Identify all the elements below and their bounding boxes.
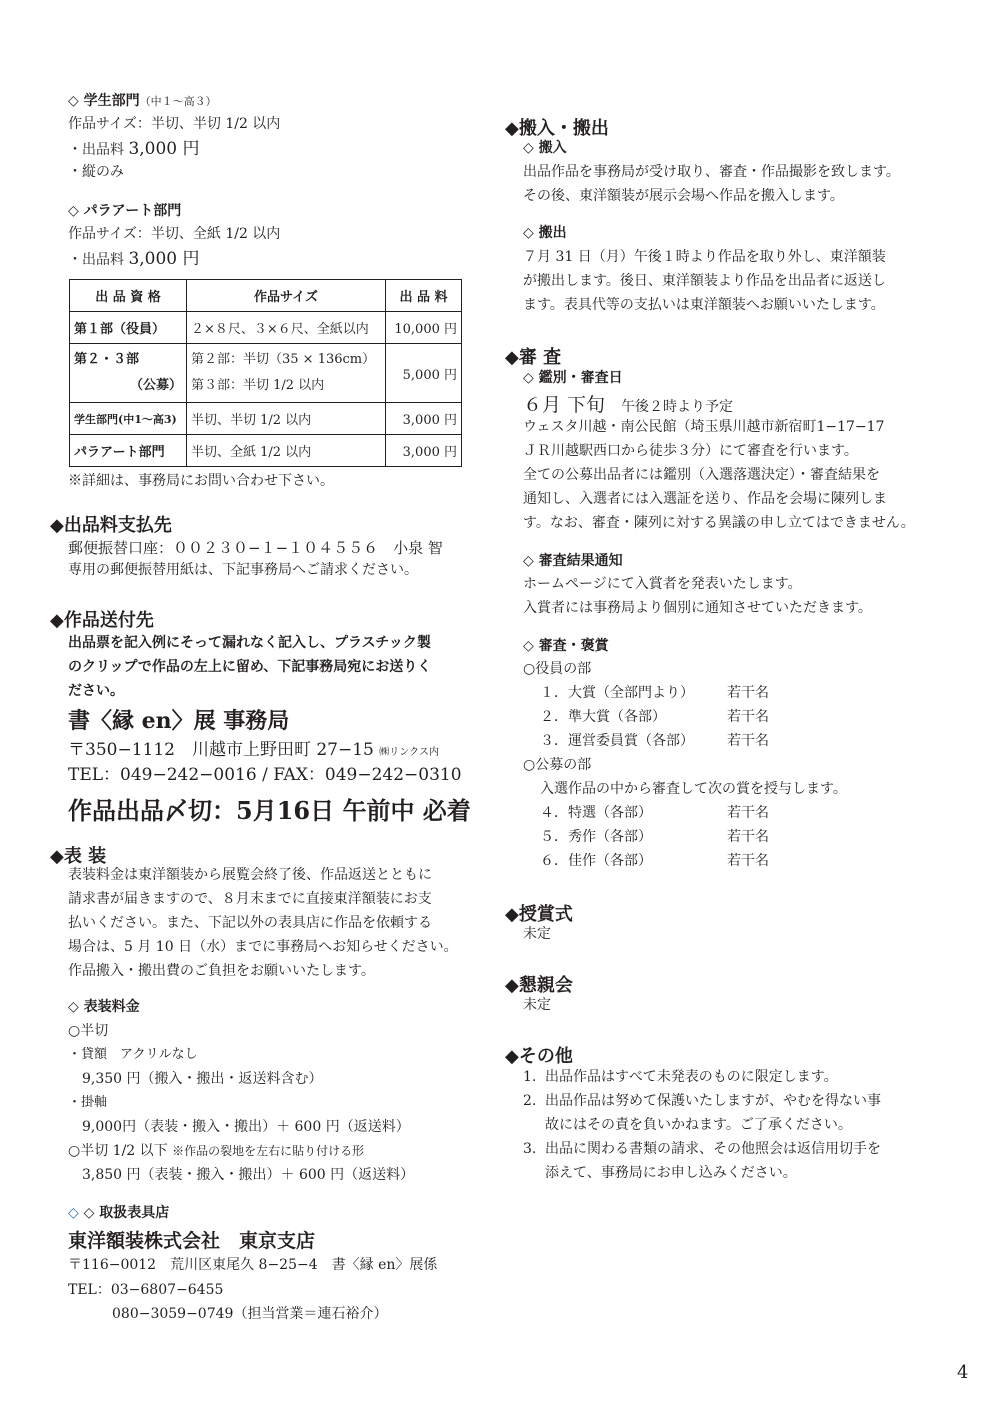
- student-fee-value: 3,000 円: [128, 139, 200, 159]
- payment-note: 専用の郵便振替用紙は、下記事務局へご請求ください。: [68, 562, 418, 578]
- transport-out-line3: ます。表具代等の支払いは東洋額装へお願いいたします。: [523, 297, 885, 313]
- award-count: 若干名: [727, 829, 769, 845]
- award-count: 若干名: [727, 853, 769, 869]
- party-value: 未定: [523, 997, 551, 1013]
- award-item: ５．秀作（各部）: [540, 829, 652, 845]
- diamond-outline-icon: ◇: [68, 1205, 79, 1221]
- table-header: 出 品 資 格: [70, 280, 187, 312]
- deadline: 作品出品〆切：5月16日 午前中 必着: [68, 796, 471, 825]
- table-cell: 学生部門(中1～高3): [70, 403, 187, 435]
- result-heading: ◇ 審査結果通知: [523, 553, 623, 569]
- review-line3: 全ての公募出品者には鑑別（入選落選決定）・審査結果を: [523, 467, 880, 483]
- mounting-fees-heading: ◇ 表装料金: [68, 999, 140, 1015]
- paraart-size: 作品サイズ：半切、全紙 1/2 以内: [68, 226, 281, 242]
- public-label: ○公募の部: [523, 757, 592, 773]
- kagaku-price: 9,350 円（搬入・搬出・返送料含む）: [82, 1071, 323, 1087]
- transport-out-heading: ◇ 搬出: [523, 225, 567, 241]
- mounting-heading: ◆表 装: [50, 846, 107, 867]
- award-item: ３．運営委員賞（各部）: [540, 733, 694, 749]
- table-header: 出 品 料: [386, 280, 462, 312]
- other-item: 出品作品は努めて保護いたしますが、やむを得ない事: [545, 1093, 881, 1109]
- transport-in-heading: ◇ 搬入: [523, 140, 567, 156]
- table-row: [70, 344, 462, 403]
- party-heading: ◆懇親会: [505, 975, 573, 996]
- table-cell: パラアート部門: [70, 435, 187, 467]
- mounting-line5: 作品搬入・搬出費のご負担をお願いいたします。: [68, 963, 375, 979]
- table-cell: 3,000 円: [386, 403, 462, 435]
- table-row: [70, 312, 462, 344]
- sendto-line3: ださい。: [68, 683, 124, 699]
- shop-tel: TEL：03−6807−6455: [68, 1282, 224, 1298]
- paraart-fee: ・出品料 3,000 円: [68, 249, 200, 269]
- result-line2: 入賞者には事務局より個別に通知させていただきます。: [523, 600, 872, 616]
- ceremony-value: 未定: [523, 926, 551, 942]
- review-date-big: ６月 下旬: [523, 394, 606, 416]
- shop-address: 〒116−0012 荒川区東尾久 8−25−4 書〈縁 en〉展係: [68, 1257, 438, 1273]
- paraart-fee-value: 3,000 円: [128, 249, 200, 269]
- review-sub-heading: ◇ 鑑別・審査日: [523, 370, 623, 386]
- sendto-line2: のクリップで作品の左上に留め、下記事務局宛にお送りく: [68, 659, 432, 675]
- student-orientation: ・縦のみ: [68, 164, 124, 180]
- other-item: 添えて、事務局にお申し込みください。: [545, 1165, 797, 1181]
- shop-name: 東洋額装株式会社 東京支店: [68, 1230, 316, 1252]
- page-number: 4: [957, 1362, 969, 1383]
- table-cell: 半切、全紙 1/2 以内: [187, 435, 386, 467]
- review-date-small: 午後２時より予定: [621, 399, 734, 415]
- award-count: 若干名: [727, 685, 769, 701]
- table-cell: 10,000 円: [386, 312, 462, 344]
- award-item: ６．佳作（各部）: [540, 853, 652, 869]
- half-price: 3,850 円（表装・搬入・搬出）＋ 600 円（返送料）: [82, 1167, 415, 1183]
- half-note: ※作品の裂地を左右に貼り付ける形: [172, 1144, 365, 1158]
- table-row: [70, 403, 462, 435]
- mounting-line1: 表装料金は東洋額装から展覧会終了後、作品返送とともに: [68, 867, 432, 883]
- kakejiku-label: ・掛軸: [68, 1095, 108, 1110]
- office-tel: TEL：049−242−0016 / FAX：049−242−0310: [68, 765, 462, 785]
- payment-account: 郵便振替口座：００２３０−１−１０４５５６ 小泉 智: [68, 539, 443, 557]
- award-item: １．大賞（全部門より）: [540, 685, 694, 701]
- table-cell: 第２部：半切（35 × 136cm） 第３部：半切 1/2 以内: [187, 344, 386, 403]
- office-address-note: ㈱リンクス内: [379, 747, 439, 758]
- shop-mobile: 080−3059−0749（担当営業＝連石裕介）: [112, 1306, 388, 1322]
- mounting-line4: 場合は、5 月 10 日（水）までに事務局へお知らせください。: [68, 939, 458, 955]
- mounting-line2: 請求書が届きますので、８月末までに直接東洋額装にお支: [68, 891, 432, 907]
- other-num: 3.: [523, 1141, 537, 1157]
- transport-heading: ◆搬入・搬出: [505, 118, 609, 139]
- table-header: 作品サイズ: [187, 280, 386, 312]
- public-note: 入選作品の中から審査して次の賞を授与します。: [540, 781, 847, 797]
- award-item: ２．準大賞（各部）: [540, 709, 666, 725]
- award-count: 若干名: [727, 733, 769, 749]
- review-line1: ウェスタ川越・南公民館（埼玉県川越市新宿町1−17−17: [523, 419, 885, 435]
- kakejiku-price: 9,000円（表装・搬入・搬出）＋ 600 円（返送料）: [82, 1119, 410, 1135]
- other-num: 1.: [523, 1069, 537, 1085]
- result-line1: ホームページにて入賞者を発表いたします。: [523, 576, 802, 592]
- table-header-row: [70, 280, 462, 312]
- office-address: 〒350−1112 川越市上野田町 27−15 ㈱リンクス内: [68, 740, 439, 760]
- award-count: 若干名: [727, 805, 769, 821]
- student-note: （中１～高３）: [139, 95, 217, 108]
- paraart-heading: ◇ パラアート部門: [68, 203, 182, 219]
- other-item: 出品作品はすべて未発表のものに限定します。: [545, 1069, 838, 1085]
- table-cell: ２×８尺、３×６尺、全紙以内: [187, 312, 386, 344]
- sendto-line1: 出品票を記入例にそって漏れなく記入し、プラスチック製: [68, 635, 431, 651]
- kagaku-label: ・貸額 アクリルなし: [68, 1047, 198, 1062]
- review-heading: ◆審 査: [505, 347, 562, 368]
- table-row: [70, 435, 462, 467]
- transport-in-line1: 出品作品を事務局が受け取り、審査・作品撮影を致します。: [523, 164, 900, 180]
- other-heading: ◆その他: [505, 1046, 573, 1067]
- table-cell: 5,000 円: [386, 344, 462, 403]
- sendto-heading: ◆作品送付先: [50, 610, 154, 631]
- hansetsu-label: ○半切: [68, 1023, 109, 1039]
- review-line2: ＪＲ川越駅西口から徒歩３分）にて審査を行います。: [523, 443, 858, 459]
- payment-heading: ◆出品料支払先: [50, 515, 172, 536]
- review-line4: 通知し、入選者には入選証を送り、作品を会場に陳列しま: [523, 491, 887, 507]
- ceremony-heading: ◆授賞式: [505, 904, 573, 925]
- award-count: 若干名: [727, 709, 769, 725]
- transport-out-line1: ７月 31 日（月）午後１時より作品を取り外し、東洋額装: [523, 249, 886, 265]
- fee-table: [69, 279, 462, 467]
- other-item: 故にはその責を負いかねます。ご了承ください。: [545, 1117, 852, 1133]
- award-item: ４．特選（各部）: [540, 805, 652, 821]
- table-cell: 半切、半切 1/2 以内: [187, 403, 386, 435]
- half-label: ○半切 1/2 以下 ※作品の裂地を左右に貼り付ける形: [68, 1143, 365, 1159]
- student-fee: ・出品料 3,000 円: [68, 139, 200, 159]
- table-cell: 3,000 円: [386, 435, 462, 467]
- review-date: [523, 390, 733, 417]
- student-size: 作品サイズ：半切、半切 1/2 以内: [68, 116, 281, 132]
- student-heading: ◇ 学生部門（中１～高３）: [68, 93, 217, 109]
- shop-heading: ◇ ◇ 取扱表具店: [68, 1205, 170, 1221]
- other-num: 2.: [523, 1093, 537, 1109]
- transport-out-line2: が搬出します。後日、東洋額装より作品を出品者に返送し: [523, 273, 886, 289]
- other-item: 出品に関わる書類の請求、その他照会は返信用切手を: [545, 1141, 881, 1157]
- table-cell: 第２・３部 （公募）: [70, 344, 187, 403]
- mounting-line3: 払いください。また、下記以外の表具店に作品を依頼する: [68, 915, 432, 931]
- review-line5: す。なお、審査・陳列に対する異議の申し立てはできません。: [523, 515, 915, 531]
- transport-in-line2: その後、東洋額装が展示会場へ作品を搬入します。: [523, 188, 844, 204]
- table-note: ※詳細は、事務局にお問い合わせ下さい。: [68, 473, 334, 489]
- office-name: 書〈縁 en〉展 事務局: [68, 708, 290, 734]
- officers-label: ○役員の部: [523, 661, 592, 677]
- award-heading: ◇ 審査・褒賞: [523, 638, 609, 654]
- table-cell: 第１部（役員）: [70, 312, 187, 344]
